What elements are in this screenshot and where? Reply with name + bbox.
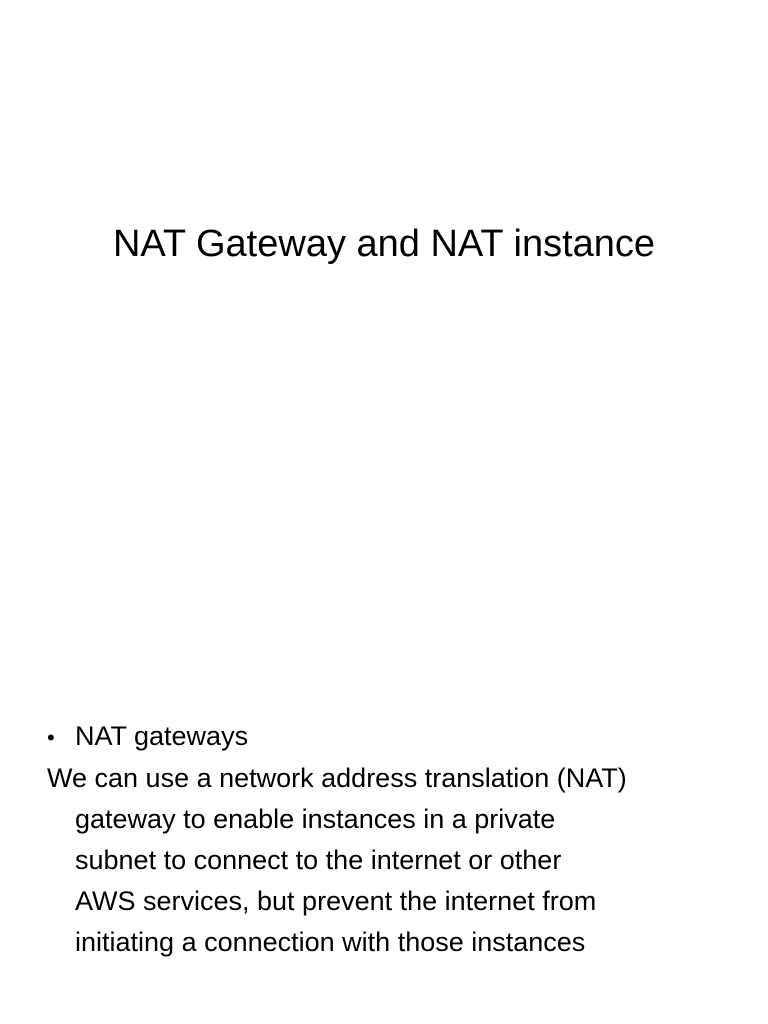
bullet-icon: •: [47, 725, 55, 750]
bullet-item: [47, 716, 737, 758]
slide-body: [47, 716, 737, 963]
slide-title: NAT Gateway and NAT instance: [112, 223, 656, 265]
bullet-text: NAT gateways: [75, 721, 249, 751]
body-paragraph: We can use a network address translation (NAT) gateway to enable instances in a private subnet to connect to the internet or other AWS services, but prevent the internet from initiating a connection with those instances: [47, 763, 627, 957]
